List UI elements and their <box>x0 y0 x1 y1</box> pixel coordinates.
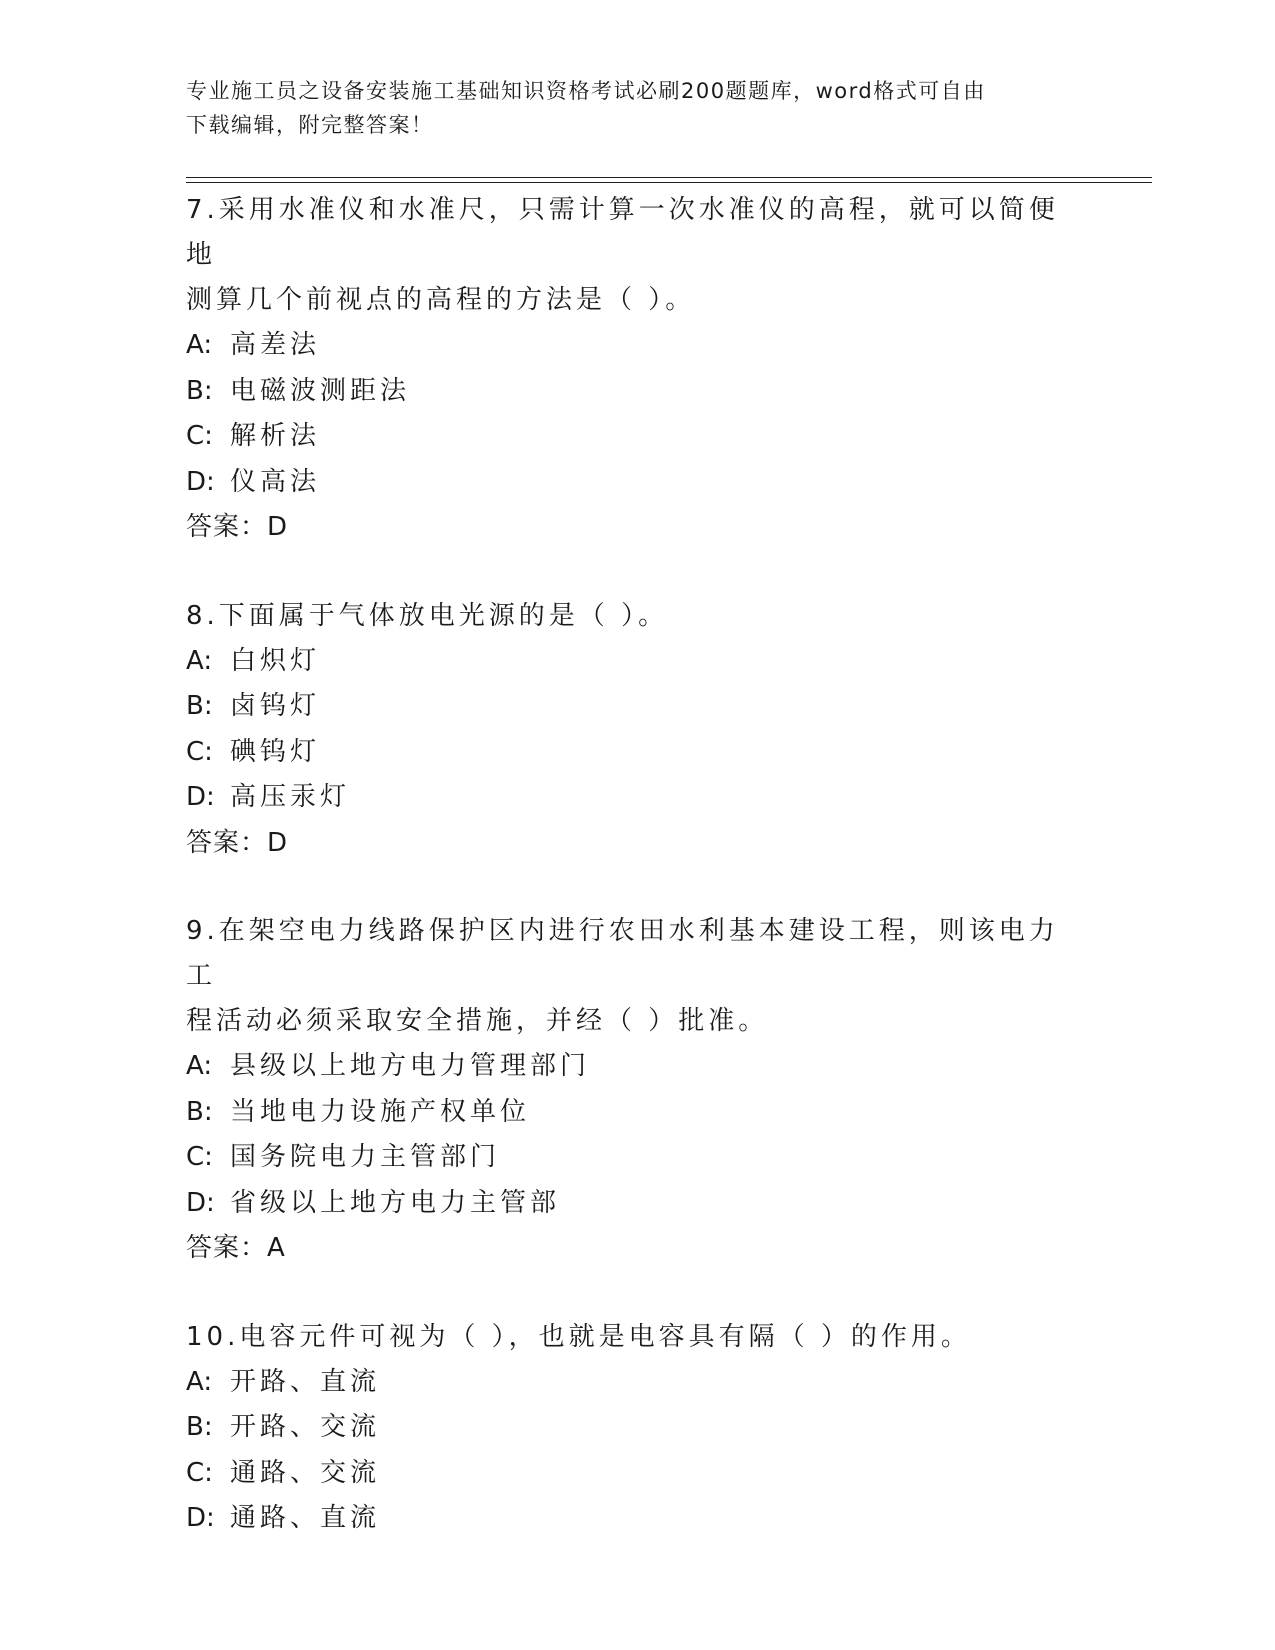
option-letter: A: <box>186 645 213 676</box>
option-text: 卤钨灯 <box>230 691 321 721</box>
header-divider-top <box>186 177 1152 178</box>
answer-line: 答案：A <box>186 1233 286 1263</box>
answer-line: 答案：D <box>186 827 289 858</box>
option-c <box>186 1135 1086 1181</box>
option-c <box>186 1451 1086 1497</box>
option-text: 高压汞灯 <box>230 782 351 812</box>
option-letter: A: <box>186 330 213 360</box>
option-text: 开路、直流 <box>230 1366 381 1397</box>
question-stem-line-2: 程活动必须采取安全措施，并经（ ）批准。 <box>186 1006 769 1036</box>
option-b <box>186 1090 1086 1136</box>
option-text: 通路、交流 <box>230 1457 381 1488</box>
header-line-1: 专业施工员之设备安装施工基础知识资格考试必刷200题题库，word格式可自由 <box>186 79 986 103</box>
question-stem-line-1: 8.下面属于气体放电光源的是（ ）。 <box>186 600 669 631</box>
option-letter: D: <box>186 1503 215 1533</box>
option-c <box>186 730 1086 776</box>
option-letter: C: <box>186 1457 213 1488</box>
option-letter: B: <box>186 1412 213 1442</box>
option-a <box>186 1360 1086 1406</box>
option-letter: A: <box>186 1366 213 1397</box>
option-a <box>186 323 1086 369</box>
option-letter: B: <box>186 375 213 406</box>
option-letter: D: <box>186 1187 215 1218</box>
option-text: 高差法 <box>230 330 321 360</box>
option-b <box>186 369 1086 415</box>
option-letter: B: <box>186 1096 213 1127</box>
option-text: 开路、交流 <box>230 1412 381 1442</box>
option-letter: C: <box>186 1142 213 1172</box>
option-b <box>186 684 1086 730</box>
answer-line: 答案：D <box>186 512 289 542</box>
question-9 <box>186 909 1086 1272</box>
option-a <box>186 1044 1086 1090</box>
question-stem-line-2: 测算几个前视点的高程的方法是（ ）。 <box>186 285 696 315</box>
option-text: 仪高法 <box>230 466 321 497</box>
option-text: 国务院电力主管部门 <box>230 1142 501 1172</box>
option-letter: D: <box>186 782 215 812</box>
option-letter: B: <box>186 691 213 721</box>
question-7 <box>186 188 1086 551</box>
option-d <box>186 460 1086 506</box>
option-text: 当地电力设施产权单位 <box>230 1096 531 1127</box>
question-stem-line-1: 10.电容元件可视为（ ），也就是电容具有隔（ ）的作用。 <box>186 1321 971 1352</box>
option-a <box>186 639 1086 685</box>
option-letter: C: <box>186 421 213 451</box>
question-list <box>186 188 1086 1585</box>
option-text: 电磁波测距法 <box>230 375 411 406</box>
option-b <box>186 1405 1086 1451</box>
question-10 <box>186 1315 1086 1542</box>
header-line-2: 下载编辑，附完整答案！ <box>186 113 434 137</box>
document-header <box>186 74 1086 142</box>
option-text: 省级以上地方电力主管部 <box>230 1187 561 1218</box>
option-d <box>186 1496 1086 1542</box>
option-text: 县级以上地方电力管理部门 <box>230 1051 591 1081</box>
option-letter: C: <box>186 736 213 767</box>
option-letter: D: <box>186 466 215 497</box>
question-8 <box>186 594 1086 867</box>
option-text: 解析法 <box>230 421 321 451</box>
option-d <box>186 1181 1086 1227</box>
option-letter: A: <box>186 1051 213 1081</box>
header-divider-bottom <box>186 182 1152 183</box>
question-stem-line-1: 9.在架空电力线路保护区内进行农田水利基本建设工程，则该电力工 <box>186 916 1059 991</box>
option-text: 通路、直流 <box>230 1503 381 1533</box>
option-text: 白炽灯 <box>230 645 321 676</box>
option-c <box>186 414 1086 460</box>
option-text: 碘钨灯 <box>230 736 321 767</box>
option-d <box>186 775 1086 821</box>
question-stem-line-1: 7.采用水准仪和水准尺，只需计算一次水准仪的高程，就可以简便地 <box>186 195 1059 270</box>
